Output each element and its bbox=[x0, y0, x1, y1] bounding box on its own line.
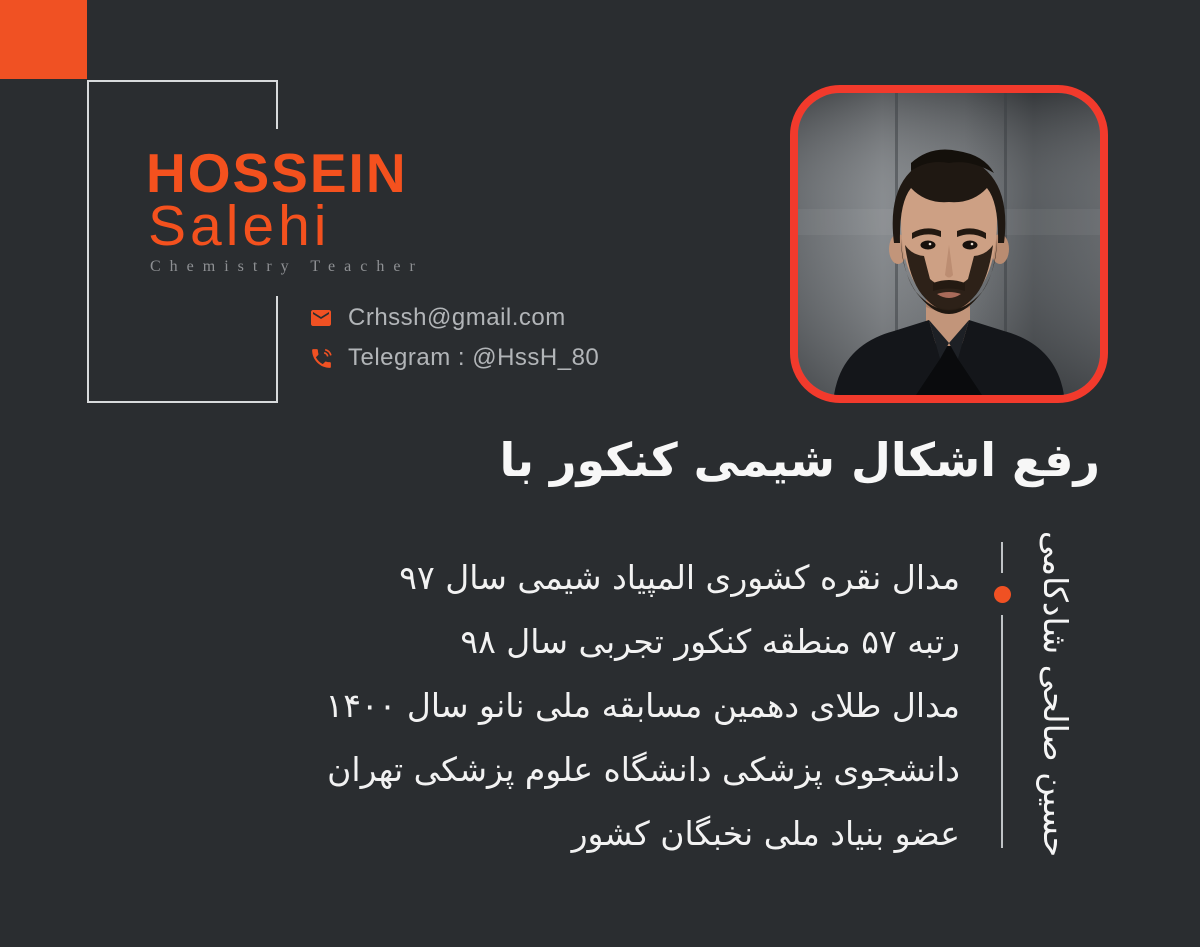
achievement-item: مدال طلای دهمین مسابقه ملی نانو سال ۱۴۰۰ bbox=[325, 686, 960, 725]
email-text: Crhssh@gmail.com bbox=[348, 304, 566, 331]
achievements-list bbox=[325, 546, 960, 866]
contact-block bbox=[308, 298, 599, 378]
first-name-heading: HOSSEIN bbox=[146, 142, 408, 204]
email-row bbox=[308, 298, 599, 338]
achievement-item: دانشجوی پزشکی دانشگاه علوم پزشکی تهران bbox=[327, 750, 960, 789]
vertical-name bbox=[1019, 528, 1091, 860]
telegram-text: Telegram : @HssH_80 bbox=[348, 344, 600, 371]
frame-right-line-lower bbox=[276, 296, 278, 403]
frame-top-line bbox=[87, 80, 278, 82]
corner-accent-square bbox=[0, 0, 87, 79]
phone-icon bbox=[308, 345, 334, 371]
headline: رفع اشکال شیمی کنکور با bbox=[499, 433, 1100, 487]
frame-left-line bbox=[87, 80, 89, 403]
envelope-icon bbox=[308, 305, 334, 331]
vertical-name-text: حسین صالحی شادکامی bbox=[1036, 530, 1075, 858]
achievement-item: عضو بنیاد ملی نخبگان کشور bbox=[571, 814, 960, 853]
divider-dot bbox=[994, 586, 1011, 603]
profile-photo bbox=[790, 85, 1108, 403]
divider-line-upper bbox=[1001, 542, 1003, 573]
role-label: Chemistry Teacher bbox=[150, 258, 424, 275]
frame-right-line-upper bbox=[276, 80, 278, 129]
profile-photo-illustration bbox=[798, 93, 1100, 395]
divider-line-lower bbox=[1001, 615, 1003, 848]
achievement-item: رتبه ۵۷ منطقه کنکور تجربی سال ۹۸ bbox=[460, 622, 960, 661]
telegram-row bbox=[308, 338, 599, 378]
achievement-item: مدال نقره کشوری المپیاد شیمی سال ۹۷ bbox=[399, 558, 960, 597]
last-name-heading: Salehi bbox=[148, 194, 331, 258]
frame-bottom-line bbox=[87, 401, 278, 403]
